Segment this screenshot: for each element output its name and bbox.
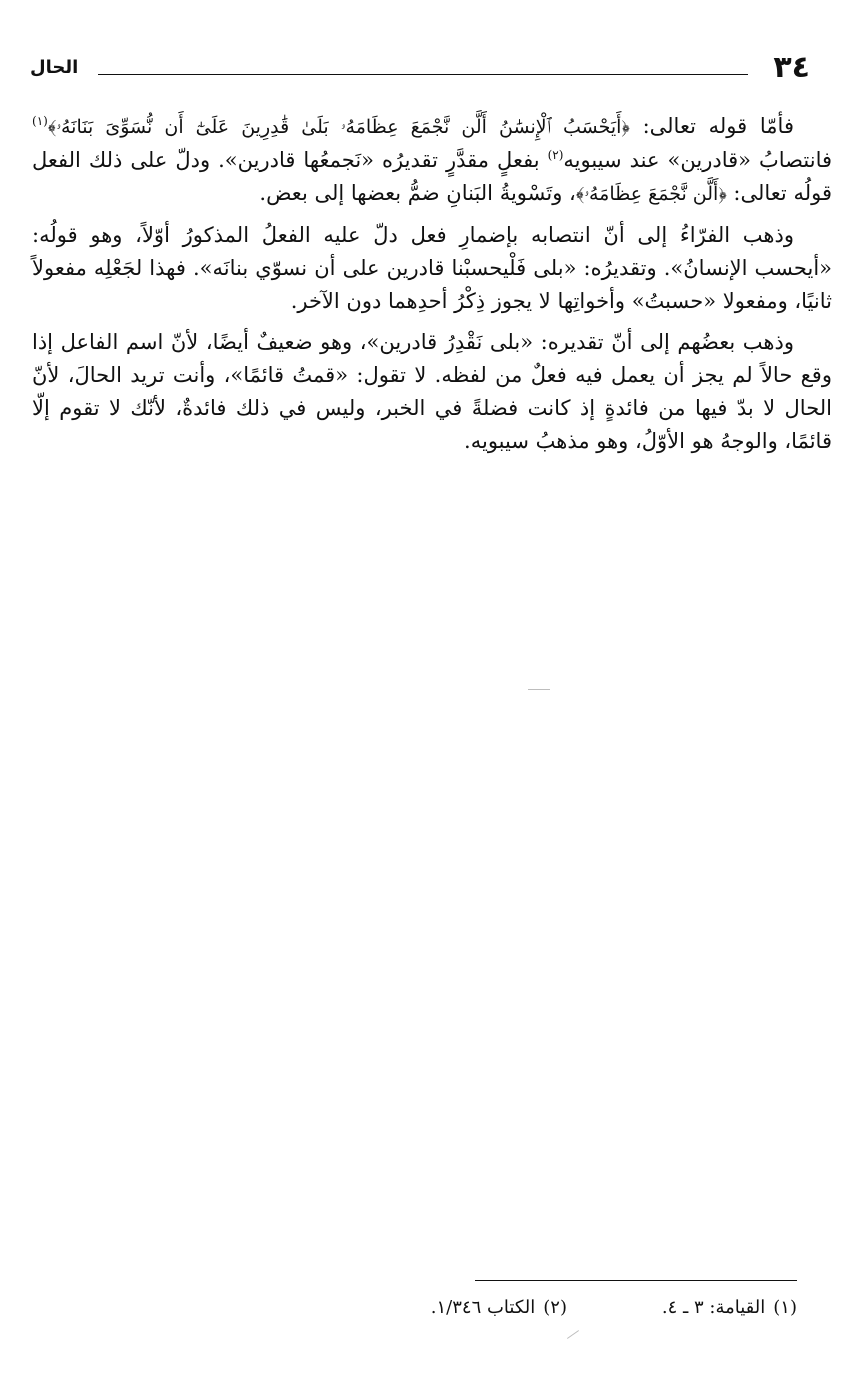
footnote-rule	[475, 1280, 797, 1281]
footnote-1-text: القيامة: ٣ ـ ٤.	[661, 1297, 766, 1318]
quran-verse: ﴿أَيَحْسَبُ ٱلْإِنسَٰنُ أَلَّن نَّجْمَعَ عِظَامَهُۥ بَلَىٰ قَٰدِرِينَ عَلَىٰٓ أَن نُّسَوِّىَ بَنَانَهُۥ﴾	[47, 116, 630, 138]
paragraph-1-text-c: ، وتَسْويةُ البَنانِ ضمُّ بعضها إلى بعض.	[259, 181, 576, 205]
page-header	[30, 48, 810, 92]
footnote-2-mark: (٢)	[543, 1297, 567, 1318]
scan-mark	[567, 1330, 579, 1339]
footnotes	[237, 1293, 797, 1323]
paragraph-2: وذهب الفرّاءُ إلى أنّ انتصابه بإضمارِ فعل دلّ عليه الفعلُ المذكورُ أوّلاً، وهو قولُه: «أيحسب الإنسانُ». وتقديرُه: «بلى فَلْيحسبْنا قادرين على أن نسوّي بنانَه». فهذا لجَعْلِه مفعولاً ثانيًا، ومفعولا «حسبتُ» وأخواتِها لا يجوز ذِكْرُ أحدِهما دون الآخر.	[32, 223, 832, 313]
quran-verse-short: ﴿أَلَّن نَّجْمَعَ عِظَامَهُۥ﴾	[575, 183, 727, 205]
footnote-ref-1: (١)	[32, 114, 48, 128]
running-title: الحال	[30, 57, 79, 78]
header-rule	[98, 74, 748, 75]
main-text	[32, 110, 832, 466]
paragraph-1	[32, 110, 832, 211]
paragraph-3: وذهب بعضُهم إلى أنّ تقديره: «بلى نَقْدِرُ قادرين»، وهو ضعيفٌ أيضًا، لأنّ اسم الفاعل إذا وقع حالاً لم يجز أن يعمل فيه فعلٌ من لفظه. لا تقول: «قمتُ قائمًا»، وأنت تريد الحالَ، لأنّ الحال لا بدّ فيها من فائدةٍ إذ كانت فضلةً في الخبر، وليس في ذلك فائدةٌ، لأنّك لا تقوم إلّا قائمًا، والوجهُ هو الأوّلُ، وهو مذهبُ سيبويه.	[32, 330, 832, 453]
paragraph-1-text-b: بفعلٍ مقدَّرٍ تقديرُه «نَجمعُها قادرين». ودلّ على ذلك الفعل قولُه تعالى:	[32, 148, 832, 205]
page-number: ٣٤	[773, 50, 810, 85]
scan-mark	[528, 689, 550, 690]
footnote-1	[662, 1293, 797, 1323]
footnote-2-text: الكتاب ١/٣٤٦.	[430, 1297, 536, 1318]
footnote-1-mark: (١)	[773, 1297, 797, 1318]
footnote-ref-2: (٢)	[547, 148, 564, 162]
paragraph-1-text-a: فانتصابُ «قادرين» عند سيبويه	[563, 148, 833, 172]
footnote-2	[431, 1293, 567, 1323]
paragraph-1-intro: فأمّا قوله تعالى:	[629, 114, 794, 138]
